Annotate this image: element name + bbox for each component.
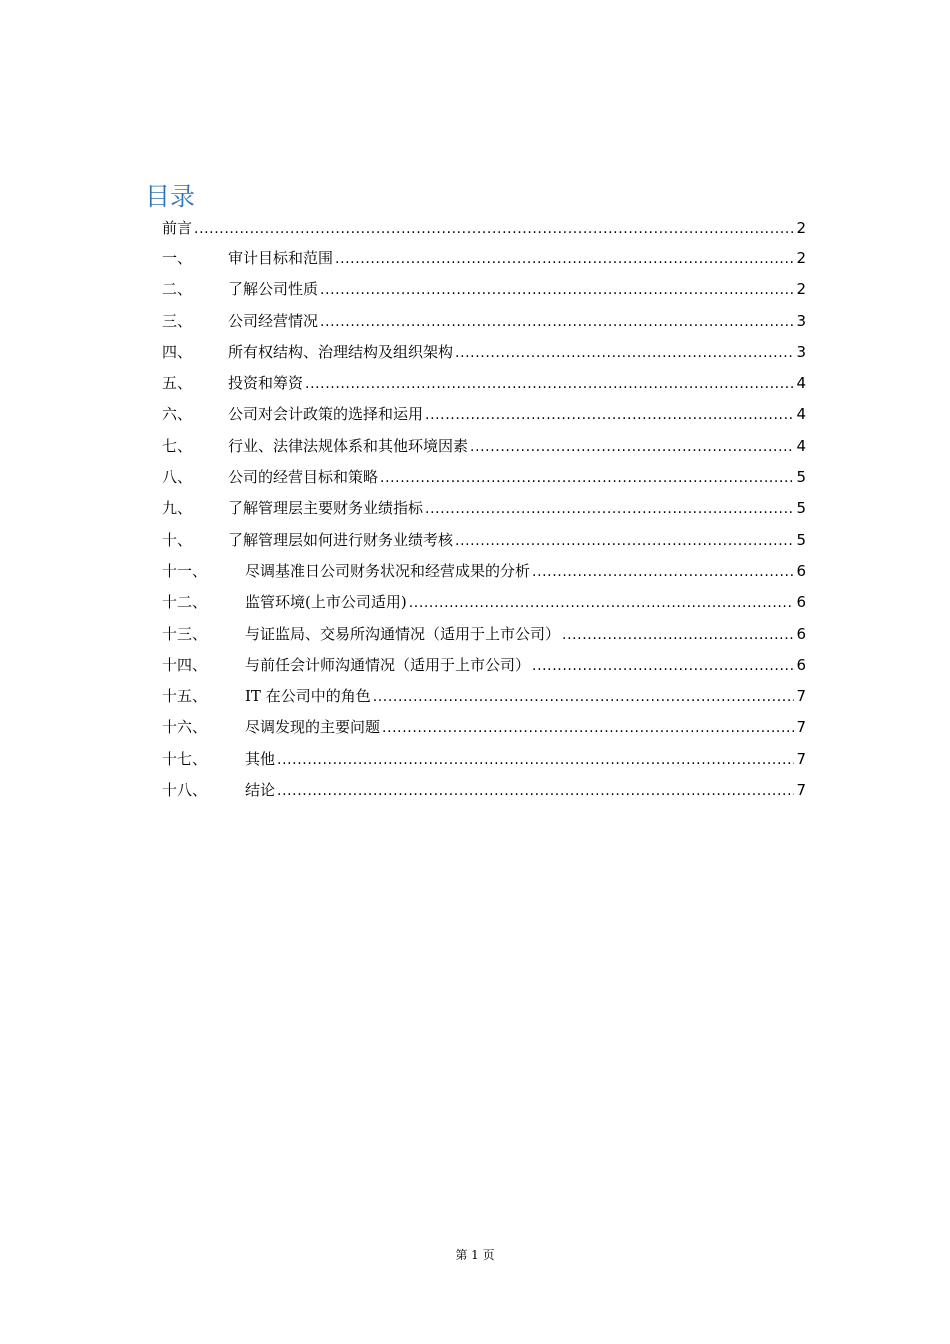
toc-entry-number: 二、 <box>162 280 193 299</box>
toc-dot-leader <box>382 713 794 744</box>
toc-page-number: 6 <box>796 561 806 580</box>
toc-entry-title: IT 在公司中的角色 <box>245 687 371 706</box>
toc-entry-number: 十七、 <box>162 749 208 768</box>
toc-page-number: 7 <box>796 687 806 706</box>
toc-entry-title: 其他 <box>245 749 276 768</box>
toc-entry-title: 所有权结构、治理结构及组织架构 <box>228 342 454 361</box>
toc-page-number: 7 <box>796 718 806 737</box>
toc-entry-title: 与前任会计师沟通情况（适用于上市公司） <box>245 655 531 674</box>
toc-page-number: 5 <box>796 499 806 518</box>
toc-entry-1[interactable] <box>162 243 806 274</box>
toc-page-number: 5 <box>796 468 806 487</box>
toc-entry-number: 九、 <box>162 499 193 518</box>
toc-page-number: 4 <box>796 374 806 393</box>
toc-entry-title: 了解公司性质 <box>228 280 319 299</box>
toc-entry-title: 监管环境(上市公司适用) <box>245 593 407 612</box>
toc-page-number: 4 <box>796 405 806 424</box>
toc-entry-number: 十六、 <box>162 718 208 737</box>
toc-dot-leader <box>380 463 794 494</box>
toc-dot-leader <box>409 588 795 619</box>
toc-entry-8[interactable] <box>162 462 806 493</box>
toc-heading: 目录 <box>145 182 196 211</box>
toc-page-number: 6 <box>796 593 806 612</box>
toc-entry-number: 四、 <box>162 342 193 361</box>
toc-entry-title: 审计目标和范围 <box>228 249 334 267</box>
toc-entry-17[interactable] <box>162 744 806 775</box>
toc-entry-14[interactable] <box>162 650 806 681</box>
toc-entry-number: 十三、 <box>162 624 208 643</box>
toc-page-number: 6 <box>796 655 806 674</box>
toc-entry-title: 公司对会计政策的选择和运用 <box>228 405 424 424</box>
toc-dot-leader <box>320 275 794 306</box>
toc-page-number: 6 <box>796 624 806 643</box>
toc-page-number: 7 <box>796 749 806 768</box>
toc-page-number: 5 <box>796 530 806 549</box>
toc-dot-leader <box>373 682 795 713</box>
toc-entry-9[interactable] <box>162 493 806 524</box>
toc-entry-number: 三、 <box>162 311 193 330</box>
toc-dot-leader <box>305 369 794 400</box>
toc-dot-leader <box>470 432 794 463</box>
toc-dot-leader <box>320 307 794 338</box>
toc-entry-title: 前言 <box>162 219 193 237</box>
toc-entry-16[interactable] <box>162 712 806 743</box>
toc-entry-12[interactable] <box>162 587 806 618</box>
toc-entry-title: 公司的经营目标和策略 <box>228 468 379 487</box>
toc-entry-title: 行业、法律法规体系和其他环境因素 <box>228 436 469 455</box>
toc-entry-title: 尽调基准日公司财务状况和经营成果的分析 <box>245 561 531 580</box>
table-of-contents <box>162 214 806 806</box>
toc-entry-5[interactable] <box>162 368 806 399</box>
toc-entry-preface[interactable] <box>162 214 806 243</box>
toc-entry-title: 公司经营情况 <box>228 311 319 330</box>
toc-entry-number: 六、 <box>162 405 193 424</box>
toc-page-number: 2 <box>796 219 806 237</box>
toc-entry-number: 十二、 <box>162 593 208 612</box>
toc-entry-title: 投资和筹资 <box>228 374 304 393</box>
toc-page-number: 3 <box>796 342 806 361</box>
toc-entry-number: 十一、 <box>162 561 208 580</box>
toc-page-number: 2 <box>796 280 806 299</box>
toc-entry-11[interactable] <box>162 556 806 587</box>
toc-dot-leader <box>335 244 794 275</box>
toc-dot-leader <box>455 338 794 369</box>
toc-page-number: 4 <box>796 436 806 455</box>
toc-dot-leader <box>425 494 794 525</box>
toc-entry-title: 了解管理层如何进行财务业绩考核 <box>228 530 454 549</box>
toc-entry-number: 十、 <box>162 530 193 549</box>
toc-entry-15[interactable] <box>162 681 806 712</box>
toc-entry-3[interactable] <box>162 306 806 337</box>
toc-dot-leader <box>425 400 794 431</box>
toc-dot-leader <box>277 745 794 776</box>
toc-dot-leader <box>194 215 794 244</box>
toc-entry-number: 十五、 <box>162 687 208 706</box>
toc-dot-leader <box>562 620 794 651</box>
toc-entry-18[interactable] <box>162 775 806 806</box>
toc-entry-title: 与证监局、交易所沟通情况（适用于上市公司） <box>245 624 561 643</box>
toc-entry-number: 七、 <box>162 436 193 455</box>
toc-dot-leader <box>277 776 794 807</box>
toc-entry-10[interactable] <box>162 525 806 556</box>
toc-entry-number: 十八、 <box>162 781 208 800</box>
toc-entry-number: 五、 <box>162 374 193 393</box>
toc-entry-4[interactable] <box>162 337 806 368</box>
toc-entry-number: 八、 <box>162 468 193 487</box>
toc-entry-13[interactable] <box>162 619 806 650</box>
toc-dot-leader <box>532 651 794 682</box>
toc-entry-6[interactable] <box>162 399 806 430</box>
toc-entry-title: 尽调发现的主要问题 <box>245 718 381 737</box>
toc-entry-number: 一、 <box>162 249 193 267</box>
toc-entry-title: 了解管理层主要财务业绩指标 <box>228 499 424 518</box>
toc-dot-leader <box>455 526 794 557</box>
toc-page-number: 3 <box>796 311 806 330</box>
toc-page-number: 7 <box>796 781 806 800</box>
toc-entry-title: 结论 <box>245 781 276 800</box>
toc-entry-7[interactable] <box>162 431 806 462</box>
toc-dot-leader <box>532 557 794 588</box>
toc-entry-number: 十四、 <box>162 655 208 674</box>
toc-page-number: 2 <box>796 249 806 267</box>
toc-entry-2[interactable] <box>162 274 806 305</box>
page-footer: 第 1 页 <box>455 1248 495 1262</box>
